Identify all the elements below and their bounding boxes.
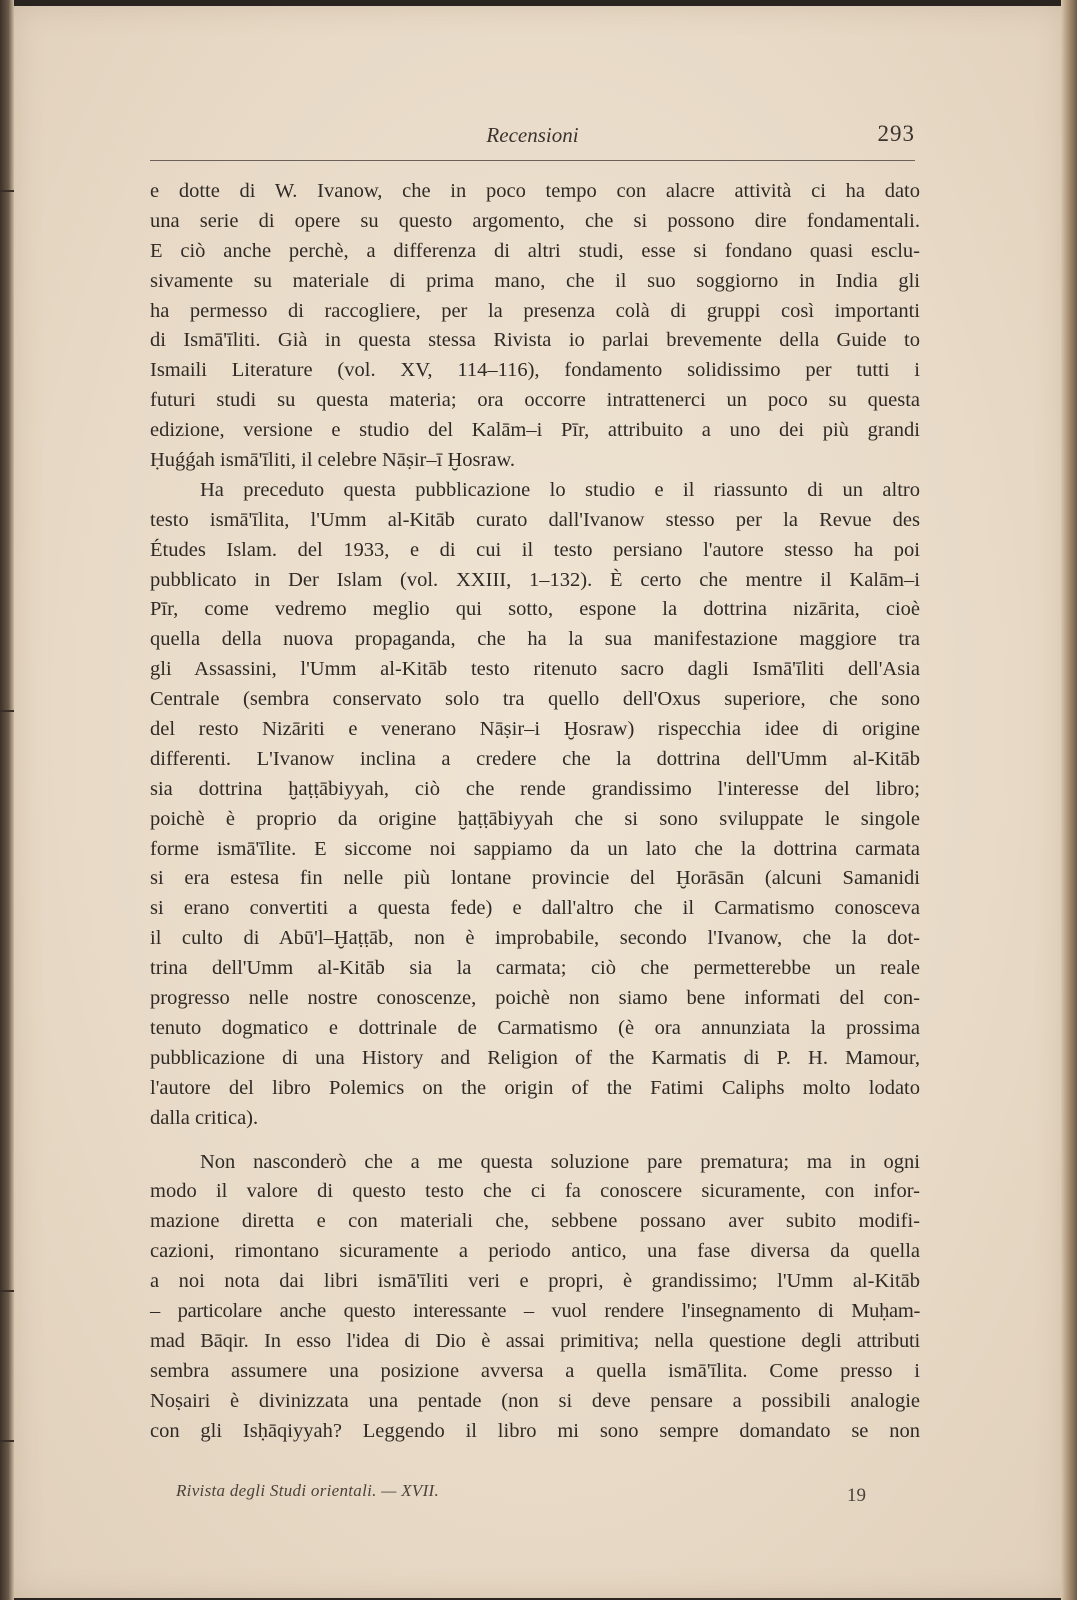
paragraph-start: Ha preceduto questa pubblicazione lo studio e il riassunto di un altro: [200, 478, 920, 501]
paragraph-start: Non nasconderò che a me questa soluzione pare prematura; ma in ogni: [200, 1150, 920, 1173]
text-line: dalla critica).: [150, 1106, 259, 1129]
text-line: pubblicato in Der Islam (vol. XXIII, 1–132). È certo che mentre il Kalām–i: [150, 568, 920, 591]
text-line: trina dell'Umm al-Kitāb sia la carmata; ciò che permetterebbe un reale: [150, 957, 920, 980]
text-line: l'autore del libro Polemics on the origin of the Fatimi Caliphs molto lodato: [150, 1076, 920, 1099]
running-head: [150, 121, 915, 151]
text-line: differenti. L'Ivanow inclina a credere che la dottrina dell'Umm al-Kitāb: [150, 747, 920, 770]
text-line: E ciò anche perchè, a differenza di altri studi, esse si fondano quasi esclu-: [150, 239, 920, 262]
page-edge: [1061, 0, 1077, 1600]
text-line: Noṣairi è divinizzata una pentade (non si deve pensare a possibili analogie: [150, 1389, 920, 1412]
header-rule: [150, 160, 915, 161]
text-line: del resto Nizāriti e venerano Nāṣir–i Ḫosraw) rispecchia idee di origine: [150, 718, 920, 741]
text-line: pubblicazione di una History and Religion of the Karmatis di P. H. Mamour,: [150, 1046, 920, 1069]
journal-footer: Rivista degli Studi orientali. — XVII.: [176, 1481, 440, 1500]
text-line: sia dottrina ḫaṭṭābiyyah, ciò che rende grandissimo l'interesse del libro;: [150, 777, 920, 800]
text-line: Ismaili Literature (vol. XV, 114–116), fondamento solidissimo per tutti i: [150, 359, 920, 382]
text-line: mazione diretta e con materiali che, sebbene possano aver subito modifi-: [150, 1210, 920, 1233]
section-title: Recensioni: [486, 123, 579, 147]
text-line: futuri studi su questa materia; ora occorre intrattenerci un poco su questa: [150, 389, 920, 412]
text-line: gli Assassini, l'Umm al-Kitāb testo ritenuto sacro dagli Ismā'īliti dell'Asia: [150, 658, 920, 681]
text-line: modo il valore di questo testo che ci fa conoscere sicuramente, con infor-: [150, 1180, 920, 1203]
text-line: testo ismā'īlita, l'Umm al-Kitāb curato dall'Ivanow stesso per la Revue des: [150, 508, 920, 531]
text-line: tenuto dogmatico e dottrinale de Carmatismo (è ora annunziata la prossima: [150, 1016, 920, 1039]
book-gutter: [0, 0, 14, 1600]
text-line: il culto di Abū'l–Ḫaṭṭāb, non è improbabile, secondo l'Ivanow, che la dot-: [150, 927, 920, 950]
text-line: con gli Isḥāqiyyah? Leggendo il libro mi sono sempre domandato se non: [150, 1419, 920, 1442]
page-footer: [176, 1481, 866, 1511]
text-line: poichè è proprio da origine ḫaṭṭābiyyah che si sono sviluppate le singole: [150, 807, 920, 830]
text-line: edizione, versione e studio del Kalām–i Pīr, attribuito a uno dei più grandi: [150, 419, 920, 442]
text-line: Études Islam. del 1933, e di cui il testo persiano l'autore stesso ha poi: [150, 538, 920, 561]
text-line: cazioni, rimontano sicuramente a periodo antico, una fase diversa da quella: [150, 1240, 920, 1263]
text-line: mad Bāqir. In esso l'idea di Dio è assai primitiva; nella questione degli attributi: [150, 1329, 920, 1352]
body-text: [150, 177, 920, 1446]
text-line: sembra assumere una posizione avversa a quella ismā'īlita. Come presso i: [150, 1359, 920, 1382]
text-line: di Ismā'īliti. Già in questa stessa Rivista io parlai brevemente della Guide to: [150, 329, 920, 352]
text-line: ha permesso di raccogliere, per la presenza colà di gruppi così importanti: [150, 299, 920, 322]
text-line: forme ismā'īlite. E siccome noi sappiamo da un lato che la dottrina carmata: [150, 837, 920, 860]
text-line: progresso nelle nostre conoscenze, poichè non siamo bene informati del con-: [150, 987, 920, 1010]
page-number: 293: [877, 121, 915, 146]
text-line: sivamente su materiale di prima mano, che il suo soggiorno in India gli: [150, 269, 920, 292]
text-line: e dotte di W. Ivanow, che in poco tempo con alacre attività ci ha dato: [150, 180, 920, 202]
text-line: una serie di opere su questo argomento, che si possono dire fondamentali.: [150, 209, 920, 232]
text-line: quella della nuova propaganda, che ha la sua manifestazione maggiore tra: [150, 628, 920, 651]
text-line: a noi nota dai libri ismā'īliti veri e propri, è grandissimo; l'Umm al-Kitāb: [150, 1270, 920, 1293]
signature-number: 19: [847, 1485, 866, 1506]
text-line: Pīr, come vedremo meglio qui sotto, espone la dottrina nizārita, cioè: [150, 598, 920, 621]
text-line: si era estesa fin nelle più lontane provincie del Ḫorāsān (alcuni Samanidi: [150, 867, 920, 890]
text-line: si erano convertiti a questa fede) e dall'altro che il Carmatismo conosceva: [150, 897, 920, 920]
text-line: – particolare anche questo interessante – vuol rendere l'insegnamento di Muḥam-: [150, 1299, 920, 1322]
text-line: Ḥuǵǵah ismā'īliti, il celebre Nāṣir–ī Ḫosraw.: [150, 449, 516, 472]
text-line: Centrale (sembra conservato solo tra quello dell'Oxus superiore, che sono: [150, 688, 920, 711]
